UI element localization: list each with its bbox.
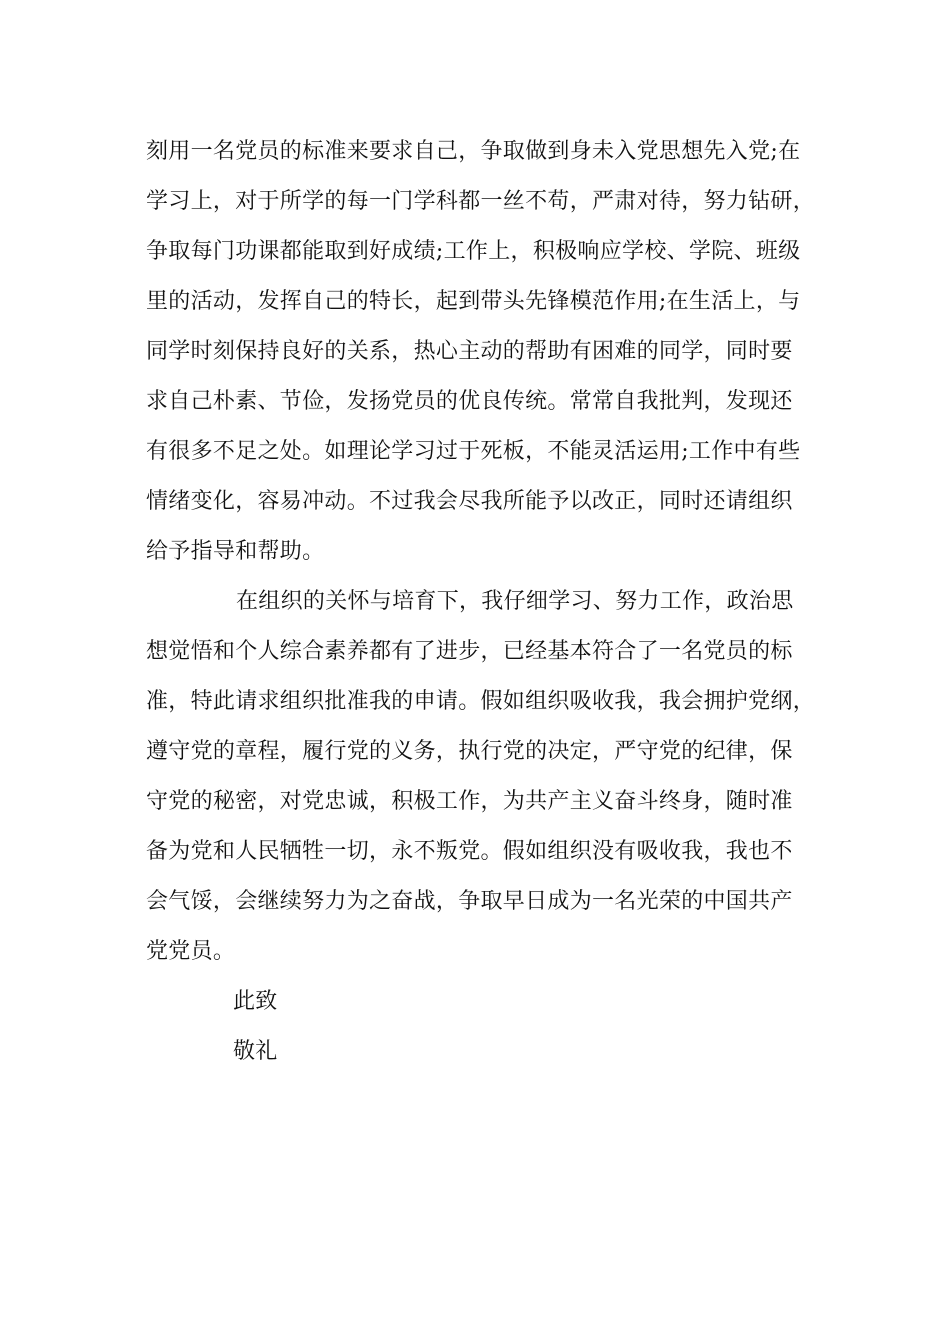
paragraph-line: 争取每门功课都能取到好成绩;工作上，积极响应学校、学院、班级 bbox=[146, 239, 801, 264]
paragraph-line: 有很多不足之处。如理论学习过于死板，不能灵活运用;工作中有些 bbox=[146, 439, 801, 464]
paragraph-line: 里的活动，发挥自己的特长，起到带头先锋模范作用;在生活上，与 bbox=[146, 289, 801, 314]
paragraph-line: 会气馁，会继续努力为之奋战，争取早日成为一名光荣的中国共产 bbox=[146, 889, 793, 914]
paragraph-line: 准，特此请求组织批准我的申请。假如组织吸收我，我会拥护党纲， bbox=[146, 689, 816, 714]
paragraph-line: 学习上，对于所学的每一门学科都一丝不苟，严肃对待，努力钻研， bbox=[146, 189, 816, 214]
paragraph-line: 给予指导和帮助。 bbox=[146, 539, 325, 564]
paragraph-line: 备为党和人民牺牲一切，永不叛党。假如组织没有吸收我，我也不 bbox=[146, 839, 793, 864]
paragraph-line: 在组织的关怀与培育下，我仔细学习、努力工作，政治思 bbox=[236, 589, 794, 614]
paragraph-line: 求自己朴素、节俭，发扬党员的优良传统。常常自我批判，发现还 bbox=[146, 389, 793, 414]
paragraph-line: 情绪变化，容易冲动。不过我会尽我所能予以改正，同时还请组织 bbox=[146, 489, 793, 514]
paragraph-line: 守党的秘密，对党忠诚，积极工作，为共产主义奋斗终身，随时准 bbox=[146, 789, 793, 814]
closing-regards: 敬礼 bbox=[233, 1039, 278, 1064]
closing-salutation: 此致 bbox=[233, 989, 278, 1014]
paragraph-line: 同学时刻保持良好的关系，热心主动的帮助有困难的同学，同时要 bbox=[146, 339, 793, 364]
paragraph-line: 遵守党的章程，履行党的义务，执行党的决定，严守党的纪律，保 bbox=[146, 739, 793, 764]
paragraph-line: 党党员。 bbox=[146, 939, 236, 964]
paragraph-line: 刻用一名党员的标准来要求自己，争取做到身未入党思想先入党;在 bbox=[146, 139, 801, 164]
paragraph-line: 想觉悟和个人综合素养都有了进步，已经基本符合了一名党员的标 bbox=[146, 639, 793, 664]
